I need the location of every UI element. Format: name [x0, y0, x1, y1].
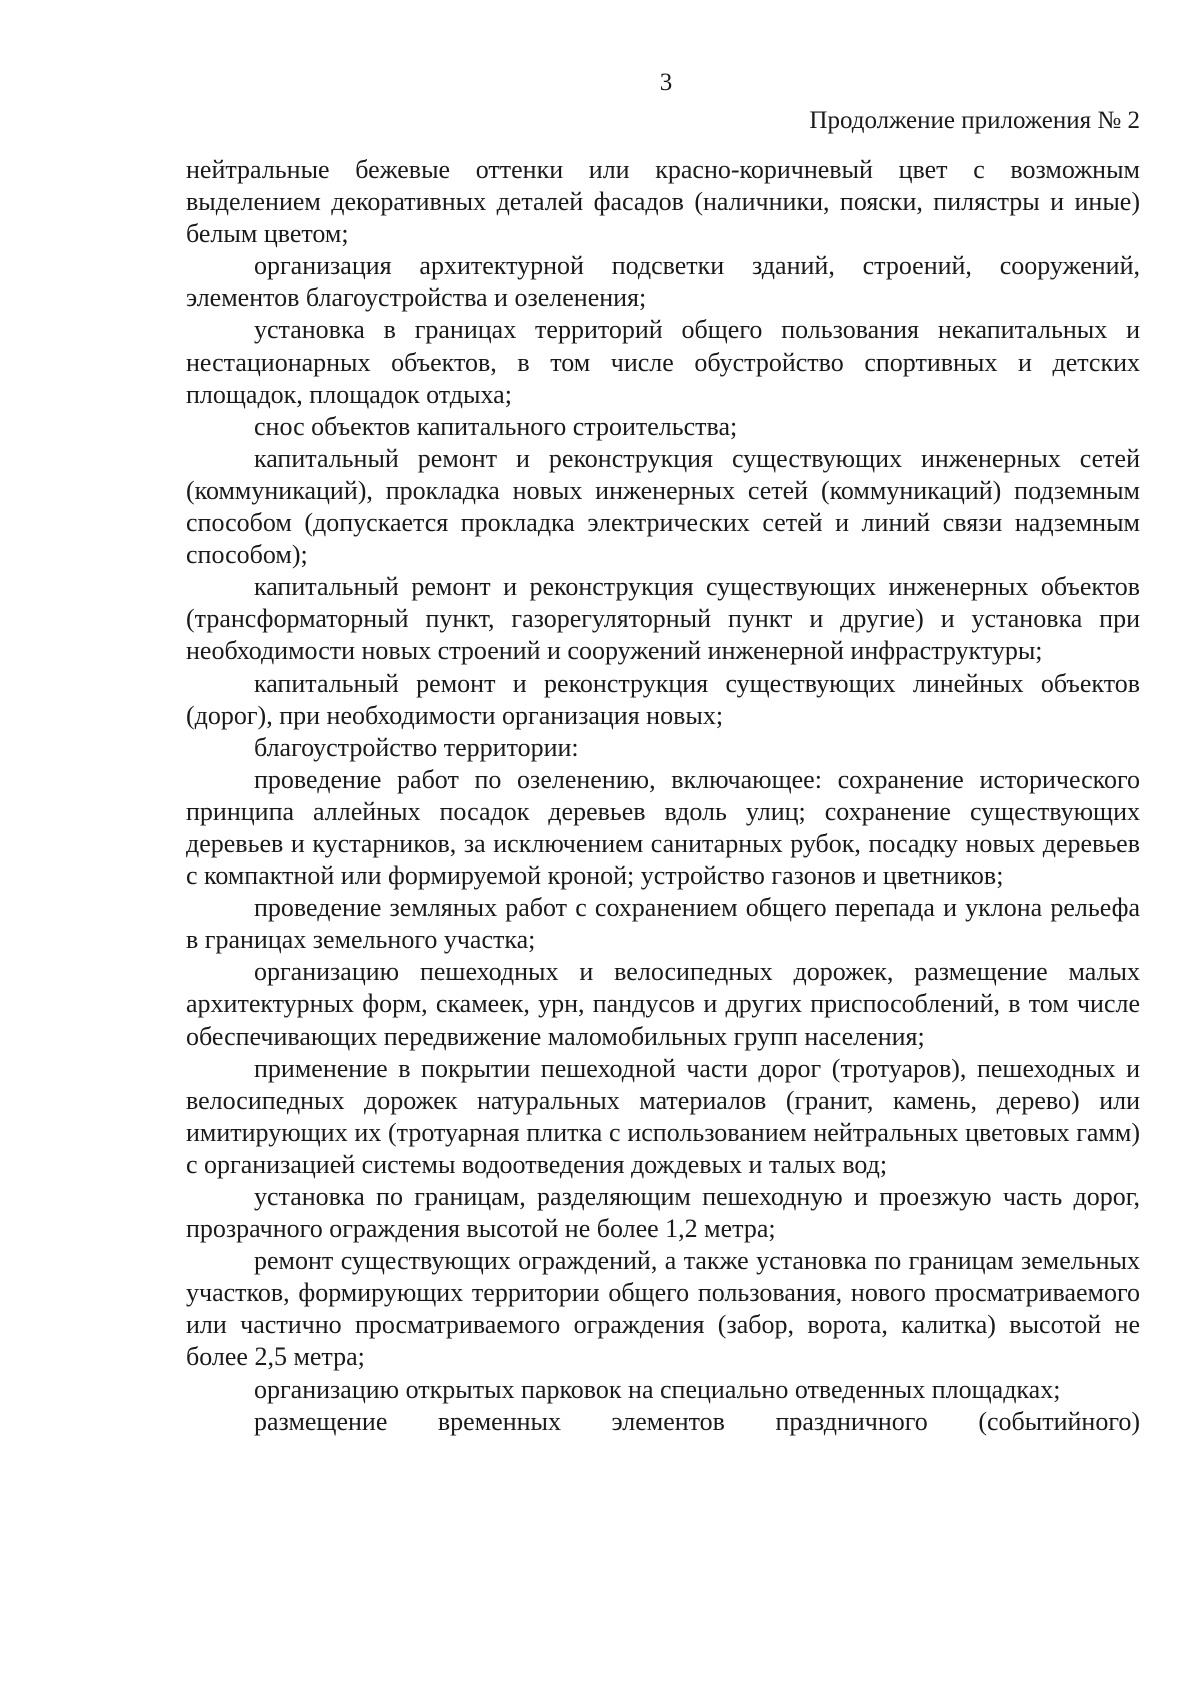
paragraph: размещение временных элементов праздничного (событийного) — [254, 1406, 1140, 1436]
paragraph: проведение земляных работ с сохранением общего перепада и уклона рельефа в границах земельного участка; — [186, 893, 1140, 955]
paragraph: благоустройство территории: — [254, 732, 579, 762]
paragraph: нейтральные бежевые оттенки или красно-коричневый цвет с возможным выделением декоративных деталей фасадов (наличники, пояски, пилястры и иные) белым цветом; — [186, 155, 1140, 249]
paragraph: ремонт существующих ограждений, а также установка по границам земельных участков, формирующих территории общего пользования, нового просматриваемого или частично просматриваемого ограждения (забор, ворота, калитка) высотой не более 2,5 метра; — [186, 1246, 1140, 1372]
paragraph: установка в границах территорий общего пользования некапитальных и нестационарных объектов, в том числе обустройство спортивных и детских площадок, площадок отдыха; — [186, 315, 1140, 409]
paragraph: капитальный ремонт и реконструкция существующих линейных объектов (дорог), при необходимости организация новых; — [186, 668, 1140, 730]
paragraph: установка по границам, разделяющим пешеходную и проезжую часть дорог, прозрачного ограждения высотой не более 1,2 метра; — [186, 1182, 1140, 1244]
paragraph: организация архитектурной подсветки зданий, строений, сооружений, элементов благоустройства и озеленения; — [186, 251, 1140, 313]
paragraph: применение в покрытии пешеходной части дорог (тротуаров), пешеходных и велосипедных дорожек натуральных материалов (гранит, камень, дерево) или имитирующих их (тротуарная плитка с использованием нейтральных цветовых гамм) с организацией системы водоотведения дождевых и талых вод; — [186, 1053, 1140, 1179]
paragraph: капитальный ремонт и реконструкция существующих инженерных сетей (коммуникаций), прокладка новых инженерных сетей (коммуникаций) подземным способом (допускается прокладка электрических сетей и линий связи надземным способом); — [186, 443, 1140, 570]
paragraph: проведение работ по озеленению, включающее: сохранение исторического принципа аллейных посадок деревьев вдоль улиц; сохранение существующих деревьев и кустарников, за исключением санитарных рубок, посадку новых деревьев с компактной или формируемой кроной; устройство газонов и цветников; — [186, 764, 1140, 891]
paragraph: организацию открытых парковок на специально отведенных площадках; — [254, 1374, 1061, 1404]
page-number: 3 — [659, 69, 673, 96]
paragraph: капитальный ремонт и реконструкция существующих инженерных объектов (трансформаторный пункт, газорегуляторный пункт и другие) и установка при необходимости новых строений и сооружений инженерной инфраструктуры; — [186, 572, 1140, 666]
document-body — [186, 154, 1140, 1438]
paragraph: снос объектов капитального строительства; — [254, 411, 738, 441]
paragraph: организацию пешеходных и велосипедных дорожек, размещение малых архитектурных форм, скамеек, урн, пандусов и других приспособлений, в том числе обеспечивающих передвижение маломобильных групп населения; — [186, 957, 1140, 1051]
appendix-continuation-label: Продолжение приложения № 2 — [809, 107, 1140, 134]
